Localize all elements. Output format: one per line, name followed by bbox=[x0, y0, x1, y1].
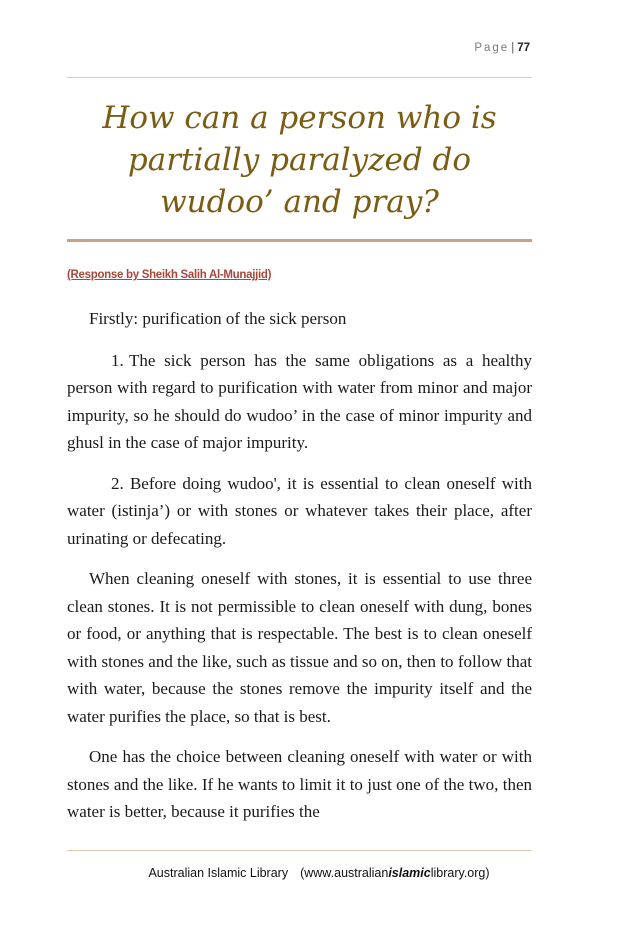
chapter-title bbox=[67, 97, 532, 223]
page-label: Page bbox=[474, 42, 510, 54]
section-heading: Firstly: purification of the sick person bbox=[89, 309, 347, 328]
footer-url-open: (www.australian bbox=[300, 866, 389, 880]
attribution-credit: (Response by Sheikh Salih Al-Munajjid) bbox=[67, 269, 272, 281]
page-number: 77 bbox=[517, 42, 530, 54]
paragraph-1-text: The sick person has the same obligations as a healthy person with regard to purification with water from minor and major impurity, so he should do wudoo’ in the case of minor impurity and ghusl in the case of major impurity. bbox=[67, 350, 532, 452]
paragraph-2 bbox=[67, 470, 532, 553]
footer-url-emphasis: islamic bbox=[388, 866, 431, 880]
page-header bbox=[474, 42, 530, 54]
footer-url-close: library.org) bbox=[430, 866, 490, 880]
paragraph-2-text: Before doing wudoo', it is essential to clean oneself with water (istinja’) or with stones or whatever takes their place, after urinating or defecating. bbox=[67, 473, 532, 548]
page-separator: | bbox=[511, 42, 515, 54]
paragraph-3: When cleaning oneself with stones, it is essential to use three clean stones. It is not permissible to clean oneself with dung, bones or food, or anything that is respectable. The best is to clean oneself with stones and the like, such as tissue and so on, then to follow that with water, because the stones remove the impurity itself and the water purifies the place, so that is best. bbox=[67, 569, 532, 726]
header-divider bbox=[67, 77, 532, 78]
list-marker-1: 1. bbox=[111, 350, 124, 370]
footer-divider bbox=[67, 850, 532, 851]
paragraph-1 bbox=[67, 347, 532, 457]
title-line-1: How can a person who is bbox=[102, 100, 497, 136]
footer-library-name: Australian Islamic Library bbox=[148, 866, 289, 880]
paragraph-4: One has the choice between cleaning oneself with water or with stones and the like. If he wants to limit it to just one of the two, then water is better, because it purifies the bbox=[67, 747, 532, 821]
title-underline bbox=[67, 239, 532, 242]
body-text bbox=[67, 305, 532, 839]
title-line-2: partially paralyzed do bbox=[127, 142, 472, 178]
list-marker-2: 2. bbox=[111, 473, 124, 493]
title-line-3: wudoo’ and pray? bbox=[160, 184, 439, 220]
page-footer bbox=[0, 866, 638, 880]
